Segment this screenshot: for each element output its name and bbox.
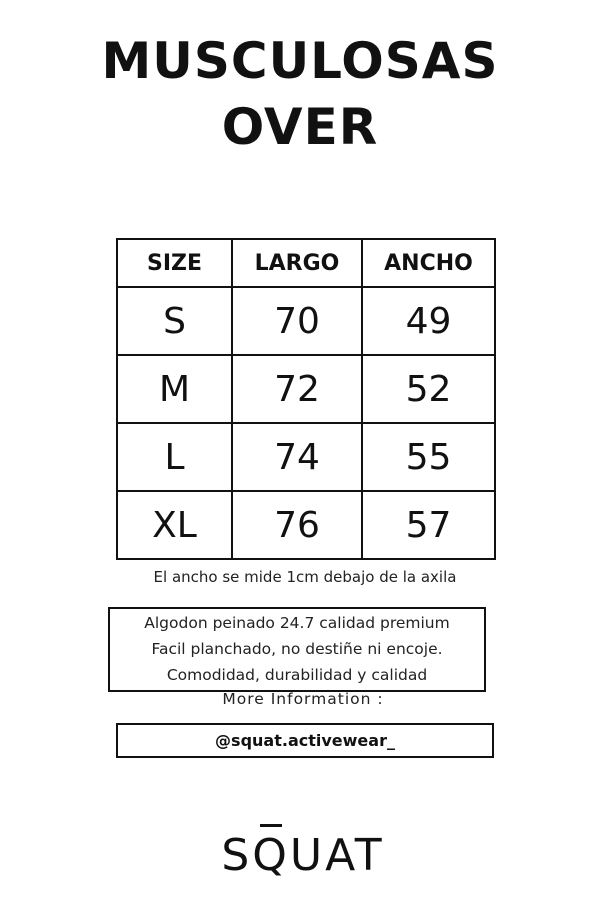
table-row [117, 423, 495, 491]
info-line-2: Facil planchado, no destiñe ni encoje. [151, 640, 443, 658]
logo-letter-q: Q [252, 830, 290, 881]
title-line-2: OVER [221, 98, 379, 156]
brand-logo [0, 830, 600, 881]
table-row [117, 355, 495, 423]
title-line-1: MUSCULOSAS [101, 32, 499, 90]
header-largo: LARGO [232, 239, 362, 287]
instagram-handle: @squat.activewear_ [116, 723, 494, 758]
logo-letters-rest: UAT [289, 830, 385, 881]
cell-size: XL [117, 491, 232, 559]
header-size: SIZE [117, 239, 232, 287]
cell-largo: 74 [232, 423, 362, 491]
measurement-note: El ancho se mide 1cm debajo de la axila [153, 568, 457, 586]
header-ancho: ANCHO [362, 239, 495, 287]
cell-size: M [117, 355, 232, 423]
info-line-1: Algodon peinado 24.7 calidad premium [144, 614, 450, 632]
cell-size: L [117, 423, 232, 491]
cell-largo: 72 [232, 355, 362, 423]
cell-ancho: 49 [362, 287, 495, 355]
cell-ancho: 52 [362, 355, 495, 423]
table-row [117, 287, 495, 355]
cell-largo: 70 [232, 287, 362, 355]
cell-ancho: 55 [362, 423, 495, 491]
logo-letter-s: S [221, 830, 253, 881]
cell-largo: 76 [232, 491, 362, 559]
more-info-label: More Information : [222, 690, 384, 708]
fabric-info-box [108, 607, 486, 692]
cell-ancho: 57 [362, 491, 495, 559]
table-header-row [117, 239, 495, 287]
size-table [116, 238, 496, 560]
info-line-3: Comodidad, durabilidad y calidad [166, 666, 428, 684]
cell-size: S [117, 287, 232, 355]
table-row [117, 491, 495, 559]
page-title [0, 28, 600, 160]
